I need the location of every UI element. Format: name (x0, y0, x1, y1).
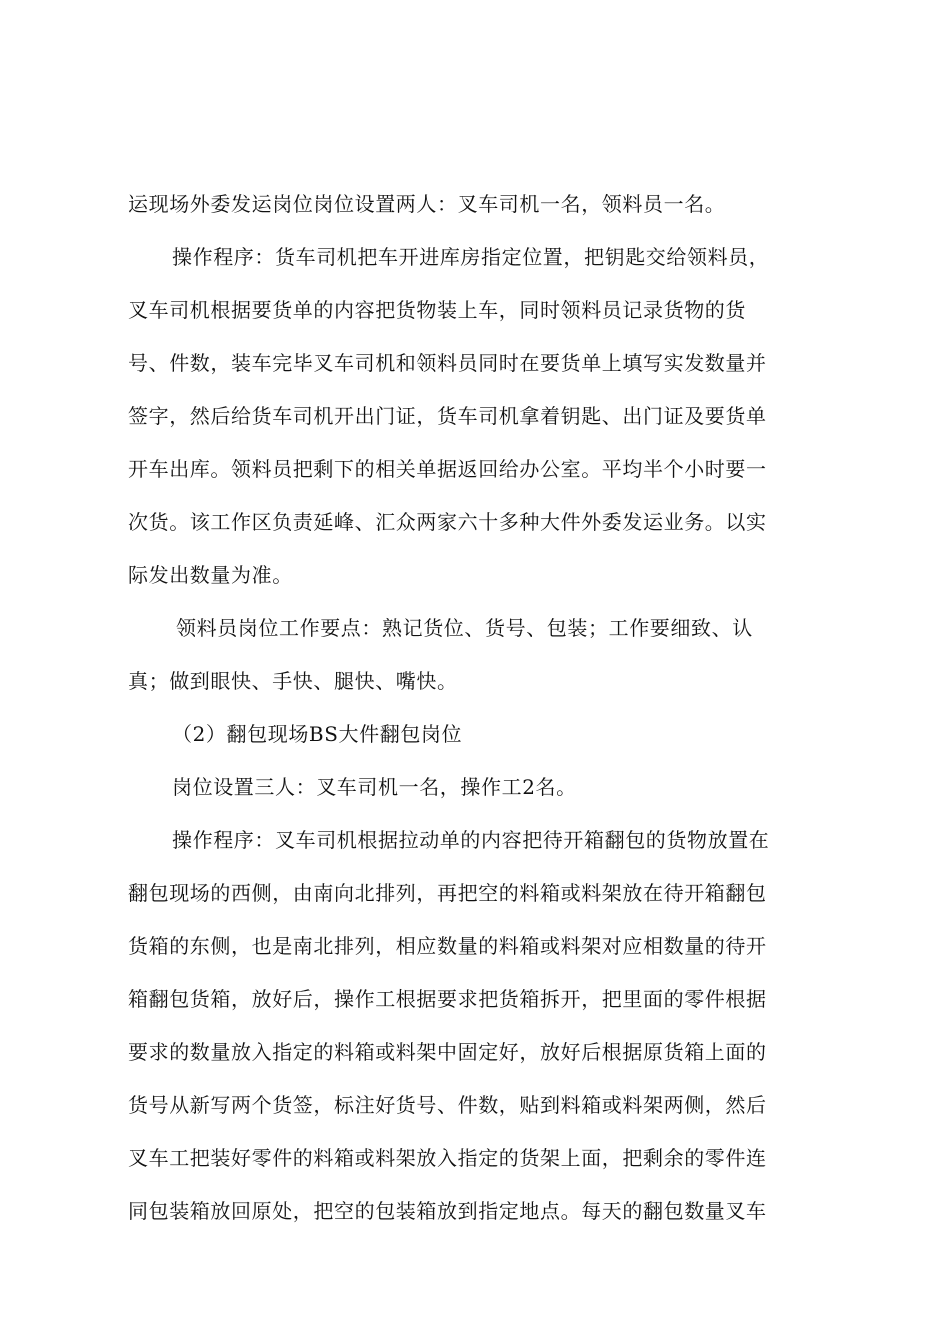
text-line: 运现场外委发运岗位岗位设置两人：叉车司机一名，领料员一名。 (128, 192, 726, 216)
text-line: 要求的数量放入指定的料箱或料架中固定好，放好后根据原货箱上面的 (128, 1040, 767, 1064)
text-line: 号、件数，装车完毕叉车司机和领料员同时在要货单上填写实发数量并 (128, 351, 767, 375)
text-line: 操作程序：货车司机把车开进库房指定位置，把钥匙交给领料员， (172, 245, 770, 269)
text-line: 翻包现场的西侧，由南向北排列，再把空的料箱或料架放在待开箱翻包 (128, 881, 767, 905)
text-line: 操作程序：叉车司机根据拉动单的内容把待开箱翻包的货物放置在 (172, 828, 770, 852)
text-line: 领料员岗位工作要点：熟记货位、货号、包装；工作要细致、认 (176, 616, 753, 640)
text-line: 叉车司机根据要货单的内容把货物装上车，同时领料员记录货物的货 (128, 298, 746, 322)
text-line: 签字，然后给货车司机开出门证，货车司机拿着钥匙、出门证及要货单 (128, 404, 767, 428)
text-line: 际发出数量为准。 (128, 563, 293, 587)
text-line: 开车出库。领料员把剩下的相关单据返回给办公室。平均半个小时要一 (128, 457, 767, 481)
text-line: 箱翻包货箱，放好后，操作工根据要求把货箱拆开，把里面的零件根据 (128, 987, 767, 1011)
section-heading: （2）翻包现场BS大件翻包岗位 (172, 722, 463, 746)
text-line: 次货。该工作区负责延峰、汇众两家六十多种大件外委发运业务。以实 (128, 510, 767, 534)
text-line: 同包装箱放回原处，把空的包装箱放到指定地点。每天的翻包数量叉车 (128, 1199, 767, 1223)
text-line: 货号从新写两个货签，标注好货号、件数，贴到料箱或料架两侧，然后 (128, 1093, 767, 1117)
text-line: 岗位设置三人：叉车司机一名，操作工2名。 (172, 775, 577, 799)
text-line: 货箱的东侧，也是南北排列，相应数量的料箱或料架对应相数量的待开 (128, 934, 767, 958)
text-line: 叉车工把装好零件的料箱或料架放入指定的货架上面，把剩余的零件连 (128, 1146, 767, 1170)
text-line: 真；做到眼快、手快、腿快、嘴快。 (128, 669, 458, 693)
